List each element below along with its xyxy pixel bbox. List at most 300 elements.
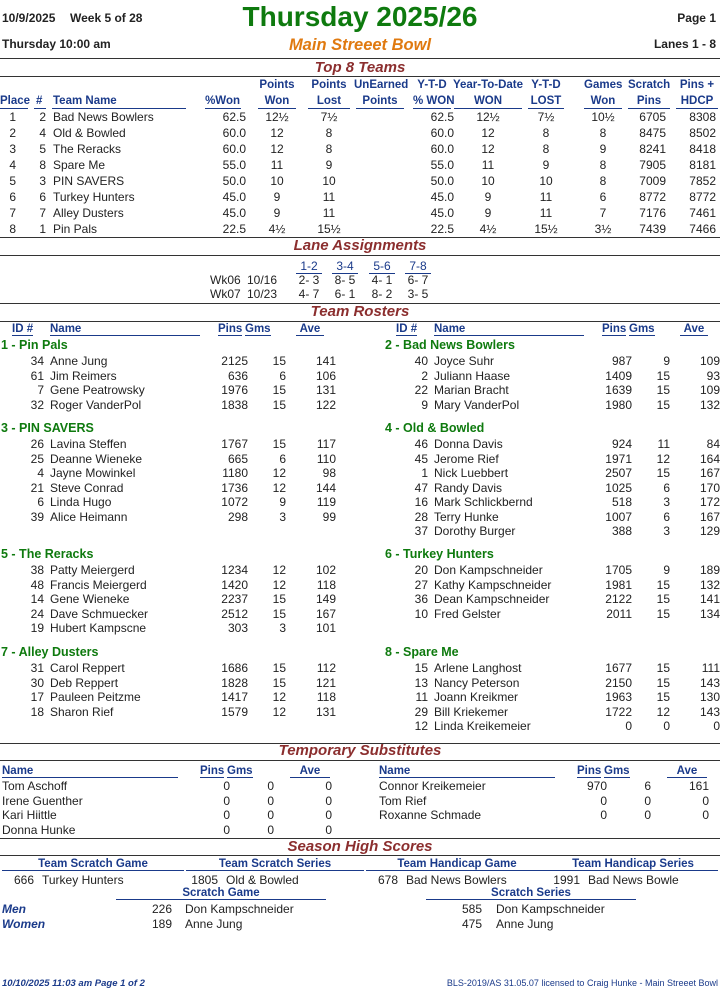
player-games: 12 (656, 451, 670, 466)
player-id: 48 (30, 577, 44, 592)
high-header: Scratch Series (426, 887, 636, 900)
points-won: 9 (273, 190, 281, 204)
pct-won: 50.0 (222, 174, 246, 188)
player-games: 15 (656, 397, 670, 412)
sub-pins: 0 (223, 793, 230, 808)
scratch-pins: 8475 (639, 126, 666, 140)
team-name: Pin Pals (53, 222, 98, 236)
player-id: 6 (37, 495, 44, 509)
player-average: 129 (699, 524, 720, 538)
sub-name: Connor Kreikemeier (379, 779, 486, 793)
sub-name: Kari Hiittle (2, 808, 57, 822)
player-games: 15 (272, 606, 286, 621)
pct-won: 60.0 (222, 126, 246, 140)
sub-average: 0 (325, 793, 332, 808)
high-bowler: Anne Jung (185, 917, 243, 931)
player-name: Bill Kriekemer (434, 704, 509, 719)
player-id: 31 (30, 661, 44, 675)
player-pins: 298 (227, 509, 248, 524)
player-average: 141 (315, 354, 336, 368)
player-id: 34 (30, 354, 44, 368)
points-lost: 15½ (317, 222, 341, 236)
scratch-pins: 8241 (639, 142, 666, 156)
divider (0, 760, 720, 761)
player-id: 40 (414, 354, 428, 368)
ytd-pct: 22.5 (430, 222, 454, 236)
player-id: 45 (414, 451, 428, 466)
player-pins: 1976 (221, 383, 248, 397)
header-pins: Pins (602, 323, 627, 335)
lane-pair-header: 1-2 (296, 259, 322, 274)
player-pins: 1971 (605, 451, 632, 466)
player-average: 143 (699, 704, 720, 719)
header-gms: Gms (227, 765, 253, 777)
player-id: 24 (30, 606, 44, 621)
header-gms: Gms (245, 323, 271, 335)
player-average: 134 (699, 606, 720, 621)
player-id: 61 (30, 368, 44, 383)
header-pins: Pins (200, 765, 225, 777)
player-pins: 1767 (221, 437, 248, 451)
player-pins: 518 (611, 495, 632, 509)
player-id: 32 (30, 397, 44, 412)
player-name: Deb Reppert (50, 675, 119, 690)
footer-left: 10/10/2025 11:03 am Page 1 of 2 (2, 978, 145, 989)
player-games: 12 (272, 480, 286, 495)
high-score: 678 (377, 873, 398, 887)
team-name: Old & Bowled (53, 126, 126, 140)
sub-name: Donna Hunke (2, 822, 76, 837)
player-pins: 1980 (605, 397, 632, 412)
player-id: 18 (30, 704, 44, 719)
sub-name: Roxanne Schmade (379, 808, 482, 822)
hdcp-pins: 7466 (689, 222, 716, 236)
player-games: 15 (656, 383, 670, 397)
divider (0, 76, 720, 77)
player-name: Francis Meiergerd (50, 577, 147, 592)
team-name: Spare Me (53, 158, 106, 172)
games-won: 8 (599, 174, 607, 188)
games-won: 9 (599, 142, 607, 156)
ytd-won: 9 (484, 206, 492, 220)
divider (0, 255, 720, 256)
player-id: 36 (414, 592, 428, 606)
player-games: 15 (656, 606, 670, 621)
table-row (0, 126, 720, 141)
week-date: 10/16 (247, 273, 278, 287)
player-average: 98 (322, 466, 336, 480)
lane-range: Lanes 1 - 8 (653, 37, 716, 51)
scratch-pins: 7439 (639, 222, 666, 236)
place: 7 (9, 206, 16, 220)
divider (0, 855, 720, 856)
sub-games: 0 (644, 793, 651, 808)
player-average: 101 (315, 621, 336, 635)
games-won: 8 (599, 158, 607, 172)
place: 1 (9, 110, 16, 124)
lane-matchup: 6- 1 (334, 287, 356, 301)
player-average: 130 (699, 690, 720, 704)
player-name: Dean Kampschneider (434, 592, 550, 606)
player-average: 167 (699, 509, 720, 524)
player-name: Carol Reppert (50, 661, 125, 675)
player-games: 12 (272, 466, 286, 480)
player-average: 141 (699, 592, 720, 606)
points-won: 12½ (265, 110, 289, 124)
ytd-lost: 9 (542, 158, 550, 172)
player-pins: 1234 (221, 563, 248, 577)
player-average: 112 (316, 661, 336, 675)
pct-won: 60.0 (222, 142, 246, 156)
games-won: 6 (599, 190, 607, 204)
player-average: 189 (699, 563, 720, 577)
player-pins: 924 (611, 437, 632, 451)
player-pins: 1838 (221, 397, 248, 412)
lanes-title: Lane Assignments (293, 237, 427, 254)
hdcp-pins: 8418 (689, 142, 716, 156)
player-average: 131 (315, 383, 336, 397)
header-ave: Ave (290, 765, 330, 778)
player-games: 3 (279, 509, 286, 524)
points-won: 11 (270, 158, 284, 172)
player-pins: 388 (611, 524, 632, 538)
team-title: 2 - Bad News Bowlers (385, 338, 515, 352)
player-pins: 1420 (221, 577, 248, 592)
player-average: 144 (315, 480, 336, 495)
sub-pins: 0 (600, 793, 607, 808)
high-score: 585 (461, 902, 482, 916)
games-won: 8 (599, 126, 607, 140)
player-games: 6 (663, 509, 670, 524)
points-lost: 9 (325, 158, 333, 172)
team-title: 3 - PIN SAVERS (1, 421, 94, 435)
player-games: 15 (272, 592, 286, 606)
player-id: 25 (30, 451, 44, 466)
player-pins: 1417 (221, 690, 248, 704)
player-name: Steve Conrad (50, 480, 124, 495)
player-games: 15 (656, 466, 670, 480)
table-row (0, 142, 720, 157)
player-average: 102 (315, 563, 336, 577)
player-name: Deanne Wieneke (50, 451, 143, 466)
player-average: 117 (316, 437, 336, 451)
lane-matchup: 8- 5 (334, 273, 356, 287)
place: 4 (9, 158, 16, 172)
team-number: 3 (39, 174, 46, 188)
scratch-pins: 7009 (639, 174, 666, 188)
player-name: Sharon Rief (50, 704, 114, 719)
scratch-pins: 8772 (639, 190, 666, 204)
page-number: Page 1 (677, 11, 716, 25)
player-name: Gene Peatrowsky (50, 383, 145, 397)
player-pins: 1025 (605, 480, 632, 495)
header-ave: Ave (667, 765, 707, 778)
team-name: Bad News Bowlers (53, 110, 154, 124)
player-id: 9 (421, 397, 428, 412)
player-id: 1 (421, 466, 428, 480)
sub-games: 0 (267, 793, 274, 808)
player-name: Mary VanderPol (434, 397, 520, 412)
player-id: 28 (414, 509, 428, 524)
player-average: 118 (316, 577, 336, 592)
points-lost: 8 (325, 142, 333, 156)
high-score: 475 (461, 917, 482, 931)
table-row (0, 158, 720, 173)
player-name: Jerome Rief (434, 451, 499, 466)
header-name: Name (379, 765, 555, 778)
player-games: 3 (663, 524, 670, 538)
sub-average: 161 (688, 779, 709, 793)
player-games: 15 (656, 577, 670, 592)
header-id: ID # (396, 323, 418, 335)
sub-games: 6 (644, 779, 651, 793)
player-id: 19 (30, 621, 44, 635)
high-bowler: Don Kampschneider (496, 902, 605, 916)
sub-name: Tom Rief (379, 793, 427, 808)
high-team: Turkey Hunters (42, 873, 124, 887)
player-id: 27 (414, 577, 428, 592)
table-row (0, 174, 720, 189)
team-number: 7 (39, 206, 46, 220)
player-name: Marian Bracht (434, 383, 509, 397)
player-name: Jayne Mowinkel (50, 466, 136, 480)
player-average: 170 (699, 480, 720, 495)
points-lost: 7½ (320, 110, 338, 124)
header-name: Name (2, 765, 178, 778)
hdcp-pins: 7461 (689, 206, 716, 220)
high-score: 666 (13, 873, 34, 887)
player-average: 119 (316, 495, 336, 509)
high-header: Team Handicap Game (366, 858, 548, 871)
player-games: 15 (656, 592, 670, 606)
player-games: 15 (272, 383, 286, 397)
player-id: 20 (414, 563, 428, 577)
player-id: 21 (30, 480, 44, 495)
player-name: Patty Meiergerd (50, 563, 135, 577)
player-pins: 1579 (221, 704, 248, 719)
player-games: 3 (279, 621, 286, 635)
player-average: 118 (316, 690, 336, 704)
points-lost: 11 (322, 190, 336, 204)
points-won: 12 (270, 142, 284, 156)
ytd-lost: 11 (539, 206, 553, 220)
points-won: 12 (270, 126, 284, 140)
points-lost: 10 (322, 174, 336, 188)
player-pins: 636 (227, 368, 248, 383)
team-title: 5 - The Reracks (1, 547, 94, 561)
sub-average: 0 (325, 808, 332, 822)
footer-right: BLS-2019/AS 31.05.07 licensed to Craig Hunke - Main Streeet Bowl (446, 978, 718, 988)
lane-matchup: 2- 3 (298, 273, 320, 287)
player-games: 11 (657, 437, 670, 451)
player-average: 167 (699, 466, 720, 480)
player-average: 132 (699, 577, 720, 592)
sub-pins: 0 (223, 808, 230, 822)
rosters-title: Team Rosters (310, 303, 410, 320)
pct-won: 55.0 (222, 158, 246, 172)
table-row (0, 222, 720, 237)
place: 6 (9, 190, 16, 204)
sub-games: 0 (267, 822, 274, 837)
team-name: The Reracks (53, 142, 122, 156)
sub-pins: 0 (223, 779, 230, 793)
lane-matchup: 6- 7 (407, 273, 429, 287)
player-pins: 2122 (605, 592, 632, 606)
player-id: 14 (30, 592, 44, 606)
player-games: 12 (656, 704, 670, 719)
player-games: 15 (272, 354, 286, 368)
high-header: Team Handicap Series (548, 858, 718, 871)
scratch-pins: 6705 (639, 110, 666, 124)
player-id: 15 (414, 661, 428, 675)
player-pins: 1722 (605, 704, 632, 719)
player-average: 111 (701, 661, 720, 675)
lane-matchup: 4- 7 (298, 287, 320, 301)
ytd-lost: 11 (539, 190, 553, 204)
team-number: 6 (39, 190, 46, 204)
player-average: 172 (699, 495, 720, 509)
player-name: Lavina Steffen (50, 437, 127, 451)
week-label: Wk06 (210, 273, 241, 287)
sub-average: 0 (702, 808, 709, 822)
page-title: Thursday 2025/26 (242, 1, 478, 32)
pct-won: 22.5 (222, 222, 246, 236)
ytd-lost: 8 (542, 126, 550, 140)
center-name: Main Streeet Bowl (288, 36, 432, 54)
team-name: Turkey Hunters (53, 190, 135, 204)
team-number: 5 (39, 142, 46, 156)
player-pins: 2011 (606, 606, 632, 621)
player-games: 9 (663, 354, 670, 368)
player-pins: 1705 (605, 563, 632, 577)
ytd-won: 10 (481, 174, 495, 188)
player-id: 46 (414, 437, 428, 451)
player-id: 10 (414, 606, 428, 621)
sub-pins: 0 (223, 822, 230, 837)
team-title: 6 - Turkey Hunters (385, 547, 494, 561)
player-games: 15 (656, 690, 670, 704)
player-name: Dave Schmuecker (50, 606, 149, 621)
player-pins: 1639 (605, 383, 632, 397)
player-games: 12 (272, 577, 286, 592)
player-average: 106 (315, 368, 336, 383)
player-pins: 1180 (222, 466, 248, 480)
week-label: Wk07 (210, 287, 241, 301)
points-won: 9 (273, 206, 281, 220)
sub-games: 0 (644, 808, 651, 822)
player-id: 4 (37, 466, 44, 480)
player-pins: 1686 (221, 661, 248, 675)
ytd-lost: 8 (542, 142, 550, 156)
player-pins: 303 (227, 621, 248, 635)
player-games: 6 (279, 368, 286, 383)
scratch-pins: 7176 (639, 206, 666, 220)
player-name: Alice Heimann (50, 509, 128, 524)
player-name: Mark Schlickbernd (434, 495, 533, 509)
player-games: 0 (663, 719, 670, 733)
team-name: PIN SAVERS (53, 174, 125, 188)
high-header: Team Scratch Series (186, 858, 364, 871)
player-average: 149 (315, 592, 336, 606)
sub-name: Irene Guenther (2, 793, 83, 808)
header-ave: Ave (296, 323, 324, 336)
header-ave: Ave (680, 323, 708, 336)
high-header: Scratch Game (116, 887, 326, 900)
ytd-won: 12 (481, 142, 495, 156)
high-score: 1991 (553, 873, 580, 887)
player-games: 12 (272, 690, 286, 704)
lane-matchup: 4- 1 (371, 273, 393, 287)
high-bowler: Don Kampschneider (185, 902, 294, 916)
games-won: 3½ (594, 222, 612, 236)
player-name: Roger VanderPol (50, 397, 142, 412)
player-id: 39 (30, 509, 44, 524)
table-row (0, 110, 720, 125)
player-name: Kathy Kampschneider (434, 577, 552, 592)
player-id: 7 (37, 383, 44, 397)
player-pins: 2512 (221, 606, 248, 621)
player-games: 15 (656, 368, 670, 383)
ytd-pct: 45.0 (430, 190, 454, 204)
header-id: ID # (12, 323, 34, 335)
day-time: Thursday 10:00 am (2, 37, 111, 51)
player-id: 30 (30, 675, 44, 690)
player-games: 6 (279, 451, 286, 466)
player-pins: 1736 (221, 480, 248, 495)
scratch-pins: 7905 (639, 158, 666, 172)
high-score: 189 (151, 917, 172, 931)
ytd-won: 4½ (479, 222, 497, 236)
player-average: 110 (316, 451, 336, 466)
player-average: 93 (706, 368, 720, 383)
ytd-pct: 60.0 (430, 126, 454, 140)
lane-matchup: 8- 2 (371, 287, 393, 301)
player-name: Jim Reimers (50, 368, 117, 383)
place: 8 (9, 222, 16, 236)
player-pins: 1981 (605, 577, 632, 592)
gender-label: Men (2, 902, 26, 916)
player-id: 17 (30, 690, 44, 704)
player-id: 11 (415, 690, 428, 704)
ytd-pct: 55.0 (430, 158, 454, 172)
player-average: 131 (315, 704, 336, 719)
header-pins: Pins (218, 323, 243, 335)
player-name: Randy Davis (434, 480, 503, 495)
player-average: 143 (699, 675, 720, 690)
player-name: Terry Hunke (434, 509, 499, 524)
standings-title: Top 8 Teams (314, 59, 406, 76)
table-row (0, 206, 720, 221)
sub-pins: 970 (586, 779, 607, 793)
place: 2 (9, 126, 16, 140)
games-won: 10½ (591, 110, 615, 124)
high-team: Old & Bowled (226, 873, 299, 887)
hdcp-pins: 8308 (689, 110, 716, 124)
header-pins: Pins (577, 765, 602, 777)
hdcp-pins: 8772 (689, 190, 716, 204)
player-average: 122 (315, 397, 336, 412)
player-games: 12 (272, 704, 286, 719)
player-name: Gene Wieneke (50, 592, 130, 606)
header-gms: Gms (604, 765, 630, 777)
player-name: Linda Hugo (50, 495, 112, 509)
pct-won: 45.0 (222, 206, 246, 220)
player-pins: 2125 (221, 354, 248, 368)
hdcp-pins: 8502 (689, 126, 716, 140)
sub-name: Tom Aschoff (2, 779, 68, 793)
player-average: 99 (322, 509, 336, 524)
hdcp-pins: 7852 (689, 174, 716, 188)
